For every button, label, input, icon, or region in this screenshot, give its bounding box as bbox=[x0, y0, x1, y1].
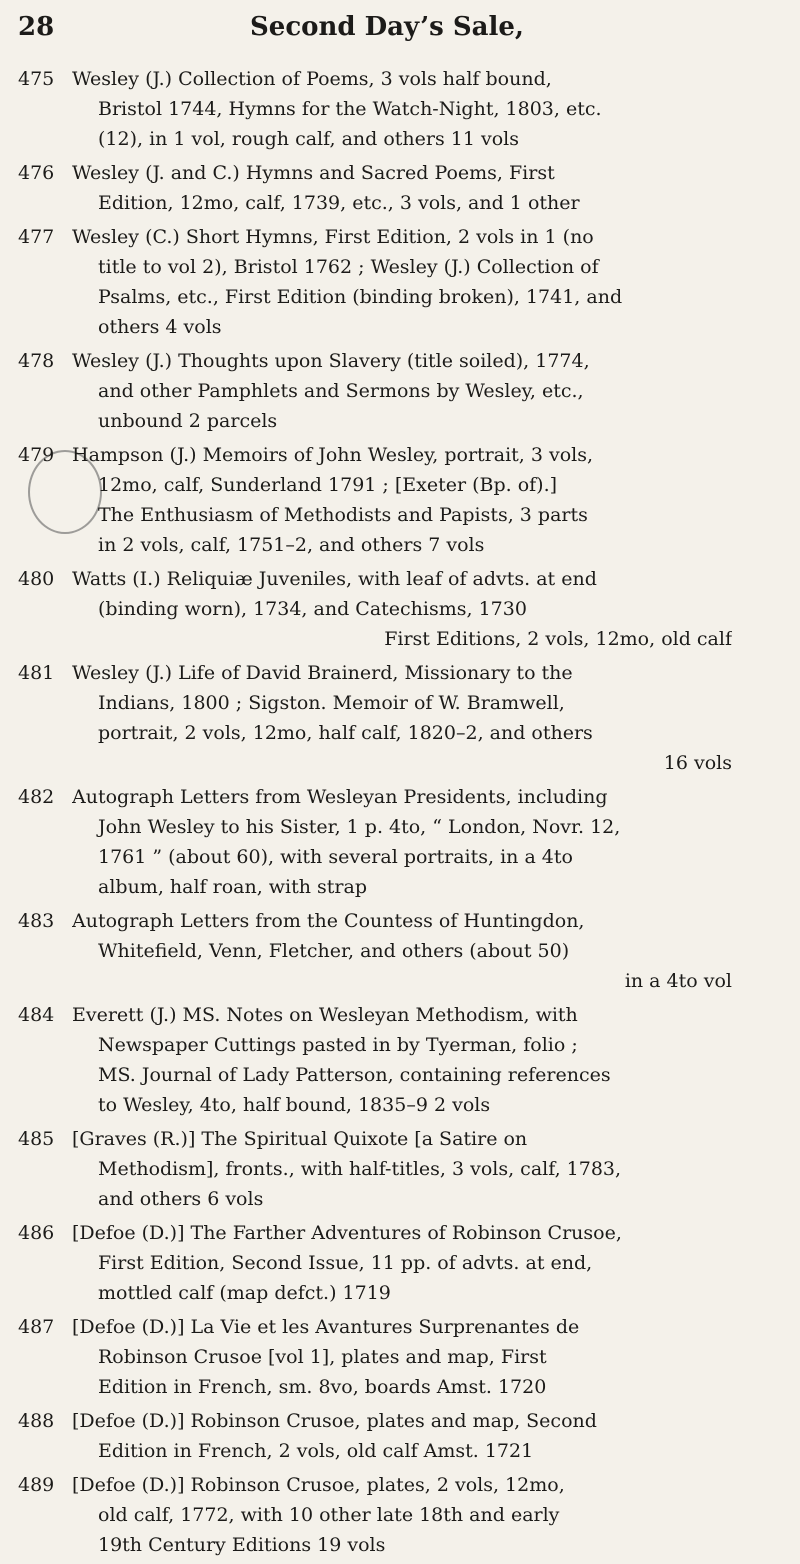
lot-line: John Wesley to his Sister, 1 p. 4to, “ London, Novr. 12, bbox=[98, 816, 621, 838]
lot-line: MS. Journal of Lady Patterson, containing references bbox=[98, 1064, 611, 1086]
lot-line: Edition in French, sm. 8vo, boards Amst. 1720 bbox=[98, 1376, 547, 1398]
lot-line: Psalms, etc., First Edition (binding broken), 1741, and bbox=[98, 286, 623, 308]
lot-number: 486 bbox=[18, 1222, 55, 1244]
lot-line: and other Pamphlets and Sermons by Wesley, etc., bbox=[98, 380, 584, 402]
lot-description bbox=[72, 1312, 732, 1402]
lot-line: Edition in French, 2 vols, old calf Amst. 1721 bbox=[98, 1440, 534, 1462]
lot-line: [Defoe (D.)] La Vie et les Avantures Surprenantes de bbox=[72, 1316, 580, 1338]
lot-line: (12), in 1 vol, rough calf, and others 11 vols bbox=[98, 128, 519, 150]
lot-entry bbox=[0, 346, 800, 436]
lot-line: Wesley (J.) Life of David Brainerd, Missionary to the bbox=[72, 662, 573, 684]
lot-entry bbox=[0, 658, 800, 778]
lot-number: 489 bbox=[18, 1474, 55, 1496]
lot-number: 479 bbox=[18, 444, 55, 466]
lot-description bbox=[72, 158, 732, 218]
lot-line: Whitefield, Venn, Fletcher, and others (about 50) bbox=[98, 940, 570, 962]
lot-description bbox=[72, 222, 732, 342]
lot-line: old calf, 1772, with 10 other late 18th and early bbox=[98, 1504, 560, 1526]
page-header bbox=[0, 10, 800, 50]
lot-number: 476 bbox=[18, 162, 55, 184]
lot-line: Autograph Letters from the Countess of Huntingdon, bbox=[72, 910, 585, 932]
lot-line: [Defoe (D.)] Robinson Crusoe, plates and map, Second bbox=[72, 1410, 597, 1432]
lot-description bbox=[72, 1406, 732, 1466]
lot-line: to Wesley, 4to, half bound, 1835–9 2 vols bbox=[98, 1094, 491, 1116]
lot-description bbox=[72, 1470, 732, 1560]
lot-number: 482 bbox=[18, 786, 55, 808]
lot-line: Wesley (J.) Thoughts upon Slavery (title soiled), 1774, bbox=[72, 350, 590, 372]
lot-description bbox=[72, 64, 732, 154]
lot-entry bbox=[0, 1000, 800, 1120]
lot-description bbox=[72, 346, 732, 436]
lot-line: Wesley (C.) Short Hymns, First Edition, 2 vols in 1 (no bbox=[72, 226, 594, 248]
lot-line: First Edition, Second Issue, 11 pp. of advts. at end, bbox=[98, 1252, 593, 1274]
lot-line: in a 4to vol bbox=[624, 970, 732, 992]
lot-description bbox=[72, 1124, 732, 1214]
lot-line: Wesley (J.) Collection of Poems, 3 vols half bound, bbox=[72, 68, 552, 90]
lot-line: First Editions, 2 vols, 12mo, old calf bbox=[384, 628, 732, 650]
lot-line: and others 6 vols bbox=[98, 1188, 264, 1210]
lot-line: Indians, 1800 ; Sigston. Memoir of W. Bramwell, bbox=[98, 692, 565, 714]
lot-number: 484 bbox=[18, 1004, 55, 1026]
lot-line: in 2 vols, calf, 1751–2, and others 7 vols bbox=[98, 534, 485, 556]
lot-number: 481 bbox=[18, 662, 55, 684]
lot-number: 487 bbox=[18, 1316, 55, 1338]
page-number: 28 bbox=[18, 12, 55, 42]
lot-line: (binding worn), 1734, and Catechisms, 1730 bbox=[98, 598, 527, 620]
lot-line: others 4 vols bbox=[98, 316, 222, 338]
lot-line: Hampson (J.) Memoirs of John Wesley, portrait, 3 vols, bbox=[72, 444, 594, 466]
lot-entry bbox=[0, 440, 800, 560]
lot-line: Robinson Crusoe [vol 1], plates and map, First bbox=[98, 1346, 547, 1368]
lot-line: 1761 ” (about 60), with several portraits, in a 4to bbox=[98, 846, 573, 868]
lot-line: Methodism], fronts., with half-titles, 3 vols, calf, 1783, bbox=[98, 1158, 622, 1180]
lot-line: 19th Century Editions 19 vols bbox=[98, 1534, 386, 1556]
lot-line: title to vol 2), Bristol 1762 ; Wesley (J.) Collection of bbox=[98, 256, 599, 278]
lot-description bbox=[72, 906, 732, 996]
running-title: Second Day’s Sale, bbox=[250, 12, 524, 42]
lot-number: 477 bbox=[18, 226, 55, 248]
lot-line: 16 vols bbox=[663, 752, 732, 774]
lot-number: 483 bbox=[18, 910, 55, 932]
lot-entry bbox=[0, 782, 800, 902]
lot-list bbox=[0, 64, 800, 1564]
lot-number: 478 bbox=[18, 350, 55, 372]
lot-line: The Enthusiasm of Methodists and Papists, 3 parts bbox=[98, 504, 588, 526]
lot-number: 485 bbox=[18, 1128, 55, 1150]
lot-number: 475 bbox=[18, 68, 55, 90]
lot-line: 12mo, calf, Sunderland 1791 ; [Exeter (Bp. of).] bbox=[98, 474, 558, 496]
lot-line: unbound 2 parcels bbox=[98, 410, 278, 432]
lot-line: Watts (I.) Reliquiæ Juveniles, with leaf of advts. at end bbox=[72, 568, 597, 590]
lot-entry bbox=[0, 1124, 800, 1214]
lot-line: Everett (J.) MS. Notes on Wesleyan Methodism, with bbox=[72, 1004, 578, 1026]
lot-line: [Defoe (D.)] Robinson Crusoe, plates, 2 vols, 12mo, bbox=[72, 1474, 565, 1496]
lot-entry bbox=[0, 1406, 800, 1466]
lot-line: [Graves (R.)] The Spiritual Quixote [a Satire on bbox=[72, 1128, 528, 1150]
lot-entry bbox=[0, 158, 800, 218]
lot-description bbox=[72, 564, 732, 654]
lot-line: Autograph Letters from Wesleyan Presidents, including bbox=[72, 786, 608, 808]
lot-line: Newspaper Cuttings pasted in by Tyerman, folio ; bbox=[98, 1034, 578, 1056]
lot-entry bbox=[0, 564, 800, 654]
lot-line: [Defoe (D.)] The Farther Adventures of Robinson Crusoe, bbox=[72, 1222, 622, 1244]
lot-line: Edition, 12mo, calf, 1739, etc., 3 vols, and 1 other bbox=[98, 192, 580, 214]
lot-entry bbox=[0, 1218, 800, 1308]
lot-description bbox=[72, 1000, 732, 1120]
lot-line: Bristol 1744, Hymns for the Watch-Night, 1803, etc. bbox=[98, 98, 602, 120]
lot-line: album, half roan, with strap bbox=[98, 876, 367, 898]
lot-entry bbox=[0, 1312, 800, 1402]
lot-entry bbox=[0, 906, 800, 996]
lot-number: 488 bbox=[18, 1410, 55, 1432]
lot-line: portrait, 2 vols, 12mo, half calf, 1820–2, and others bbox=[98, 722, 593, 744]
lot-description bbox=[72, 440, 732, 560]
lot-line: mottled calf (map defct.) 1719 bbox=[98, 1282, 391, 1304]
lot-description bbox=[72, 658, 732, 778]
lot-number: 480 bbox=[18, 568, 55, 590]
lot-entry bbox=[0, 1470, 800, 1560]
lot-description bbox=[72, 1218, 732, 1308]
lot-line: Wesley (J. and C.) Hymns and Sacred Poems, First bbox=[72, 162, 555, 184]
lot-description bbox=[72, 782, 732, 902]
lot-entry bbox=[0, 222, 800, 342]
lot-entry bbox=[0, 64, 800, 154]
